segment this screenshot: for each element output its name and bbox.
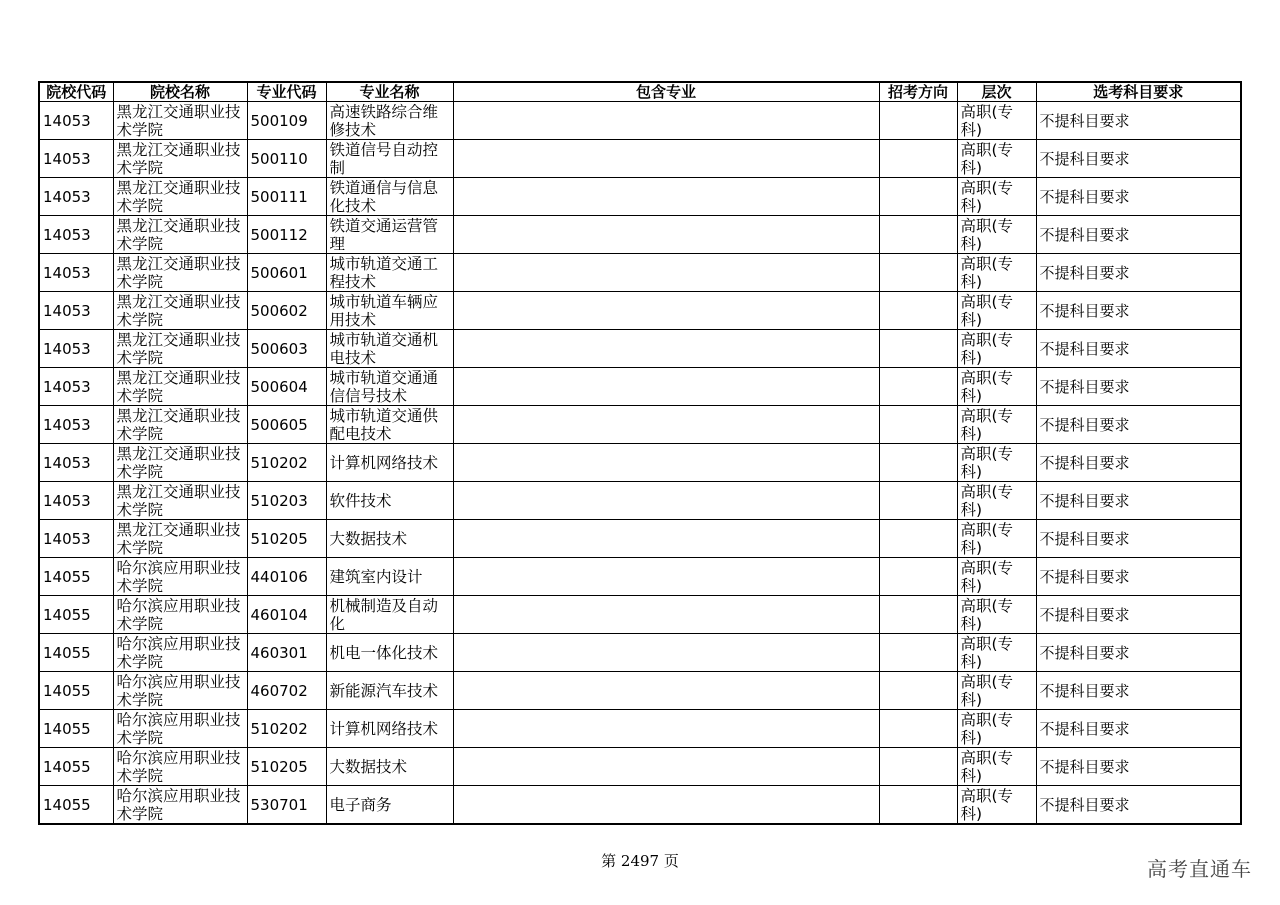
cell-subject-requirement: 不提科目要求 xyxy=(1036,634,1241,672)
table-row xyxy=(39,368,1241,406)
cell-included-majors xyxy=(453,254,879,292)
header-level: 层次 xyxy=(957,82,1036,102)
cell-school-name: 黑龙江交通职业技术学院 xyxy=(113,254,247,292)
table-row xyxy=(39,406,1241,444)
cell-subject-requirement: 不提科目要求 xyxy=(1036,558,1241,596)
cell-direction xyxy=(879,748,957,786)
cell-direction xyxy=(879,634,957,672)
cell-level: 高职(专科) xyxy=(957,786,1036,825)
cell-major-name: 大数据技术 xyxy=(326,520,453,558)
cell-major-code: 440106 xyxy=(247,558,326,596)
cell-major-name: 机械制造及自动化 xyxy=(326,596,453,634)
cell-subject-requirement: 不提科目要求 xyxy=(1036,368,1241,406)
cell-direction xyxy=(879,178,957,216)
table-row xyxy=(39,140,1241,178)
cell-subject-requirement: 不提科目要求 xyxy=(1036,748,1241,786)
cell-school-code: 14055 xyxy=(39,672,113,710)
cell-school-code: 14055 xyxy=(39,558,113,596)
cell-school-code: 14053 xyxy=(39,444,113,482)
cell-included-majors xyxy=(453,710,879,748)
cell-subject-requirement: 不提科目要求 xyxy=(1036,482,1241,520)
cell-major-code: 510205 xyxy=(247,748,326,786)
cell-included-majors xyxy=(453,292,879,330)
page-number: 第 2497 页 xyxy=(601,852,679,870)
header-school-name: 院校名称 xyxy=(113,82,247,102)
cell-direction xyxy=(879,710,957,748)
header-direction: 招考方向 xyxy=(879,82,957,102)
cell-major-code: 500605 xyxy=(247,406,326,444)
cell-major-code: 510202 xyxy=(247,710,326,748)
cell-level: 高职(专科) xyxy=(957,748,1036,786)
cell-included-majors xyxy=(453,634,879,672)
cell-level: 高职(专科) xyxy=(957,596,1036,634)
header-major-name: 专业名称 xyxy=(326,82,453,102)
cell-school-name: 黑龙江交通职业技术学院 xyxy=(113,140,247,178)
cell-included-majors xyxy=(453,368,879,406)
cell-subject-requirement: 不提科目要求 xyxy=(1036,254,1241,292)
table-row xyxy=(39,330,1241,368)
table-row xyxy=(39,292,1241,330)
cell-school-code: 14053 xyxy=(39,520,113,558)
cell-direction xyxy=(879,558,957,596)
cell-school-name: 哈尔滨应用职业技术学院 xyxy=(113,710,247,748)
cell-direction xyxy=(879,672,957,710)
cell-direction xyxy=(879,406,957,444)
cell-subject-requirement: 不提科目要求 xyxy=(1036,102,1241,140)
table-row xyxy=(39,710,1241,748)
cell-school-name: 黑龙江交通职业技术学院 xyxy=(113,216,247,254)
cell-subject-requirement: 不提科目要求 xyxy=(1036,330,1241,368)
cell-direction xyxy=(879,786,957,825)
cell-included-majors xyxy=(453,216,879,254)
cell-subject-requirement: 不提科目要求 xyxy=(1036,406,1241,444)
cell-major-code: 460301 xyxy=(247,634,326,672)
cell-included-majors xyxy=(453,444,879,482)
cell-school-code: 14053 xyxy=(39,330,113,368)
cell-subject-requirement: 不提科目要求 xyxy=(1036,444,1241,482)
cell-direction xyxy=(879,140,957,178)
header-included-majors: 包含专业 xyxy=(453,82,879,102)
cell-included-majors xyxy=(453,786,879,825)
cell-school-code: 14055 xyxy=(39,634,113,672)
cell-major-code: 530701 xyxy=(247,786,326,825)
cell-school-code: 14055 xyxy=(39,748,113,786)
cell-school-name: 哈尔滨应用职业技术学院 xyxy=(113,748,247,786)
cell-major-code: 500603 xyxy=(247,330,326,368)
cell-major-code: 510202 xyxy=(247,444,326,482)
cell-major-code: 500601 xyxy=(247,254,326,292)
cell-major-name: 铁道通信与信息化技术 xyxy=(326,178,453,216)
cell-major-name: 机电一体化技术 xyxy=(326,634,453,672)
cell-subject-requirement: 不提科目要求 xyxy=(1036,216,1241,254)
cell-direction xyxy=(879,444,957,482)
cell-level: 高职(专科) xyxy=(957,102,1036,140)
cell-included-majors xyxy=(453,330,879,368)
cell-school-name: 黑龙江交通职业技术学院 xyxy=(113,368,247,406)
cell-subject-requirement: 不提科目要求 xyxy=(1036,178,1241,216)
cell-included-majors xyxy=(453,596,879,634)
cell-school-code: 14055 xyxy=(39,786,113,825)
cell-direction xyxy=(879,102,957,140)
cell-school-name: 黑龙江交通职业技术学院 xyxy=(113,482,247,520)
cell-major-name: 高速铁路综合维修技术 xyxy=(326,102,453,140)
table-row xyxy=(39,254,1241,292)
cell-level: 高职(专科) xyxy=(957,292,1036,330)
cell-major-name: 城市轨道交通机电技术 xyxy=(326,330,453,368)
cell-major-code: 510203 xyxy=(247,482,326,520)
cell-level: 高职(专科) xyxy=(957,634,1036,672)
cell-school-code: 14053 xyxy=(39,178,113,216)
cell-included-majors xyxy=(453,520,879,558)
cell-major-name: 计算机网络技术 xyxy=(326,444,453,482)
cell-major-code: 460104 xyxy=(247,596,326,634)
cell-school-code: 14053 xyxy=(39,102,113,140)
header-school-code: 院校代码 xyxy=(39,82,113,102)
cell-level: 高职(专科) xyxy=(957,482,1036,520)
cell-school-name: 黑龙江交通职业技术学院 xyxy=(113,292,247,330)
cell-school-code: 14053 xyxy=(39,216,113,254)
cell-direction xyxy=(879,254,957,292)
table-row xyxy=(39,786,1241,825)
cell-level: 高职(专科) xyxy=(957,216,1036,254)
header-subject-requirement: 选考科目要求 xyxy=(1036,82,1241,102)
cell-major-code: 500111 xyxy=(247,178,326,216)
cell-included-majors xyxy=(453,672,879,710)
cell-direction xyxy=(879,520,957,558)
table-row xyxy=(39,672,1241,710)
cell-school-code: 14055 xyxy=(39,596,113,634)
cell-school-code: 14053 xyxy=(39,254,113,292)
cell-major-name: 城市轨道交通供配电技术 xyxy=(326,406,453,444)
cell-major-code: 460702 xyxy=(247,672,326,710)
table-row xyxy=(39,178,1241,216)
cell-level: 高职(专科) xyxy=(957,444,1036,482)
cell-included-majors xyxy=(453,406,879,444)
cell-major-code: 500110 xyxy=(247,140,326,178)
cell-major-name: 城市轨道车辆应用技术 xyxy=(326,292,453,330)
cell-school-code: 14055 xyxy=(39,710,113,748)
cell-level: 高职(专科) xyxy=(957,558,1036,596)
table-row xyxy=(39,102,1241,140)
cell-major-code: 500112 xyxy=(247,216,326,254)
cell-level: 高职(专科) xyxy=(957,140,1036,178)
cell-subject-requirement: 不提科目要求 xyxy=(1036,140,1241,178)
cell-subject-requirement: 不提科目要求 xyxy=(1036,292,1241,330)
cell-school-code: 14053 xyxy=(39,368,113,406)
cell-school-code: 14053 xyxy=(39,406,113,444)
cell-direction xyxy=(879,292,957,330)
table-header-row xyxy=(39,82,1241,102)
header-major-code: 专业代码 xyxy=(247,82,326,102)
cell-school-name: 黑龙江交通职业技术学院 xyxy=(113,178,247,216)
cell-school-name: 哈尔滨应用职业技术学院 xyxy=(113,596,247,634)
cell-included-majors xyxy=(453,482,879,520)
cell-school-name: 黑龙江交通职业技术学院 xyxy=(113,102,247,140)
cell-direction xyxy=(879,330,957,368)
cell-major-name: 铁道交通运营管理 xyxy=(326,216,453,254)
cell-major-code: 500109 xyxy=(247,102,326,140)
cell-major-name: 建筑室内设计 xyxy=(326,558,453,596)
cell-included-majors xyxy=(453,178,879,216)
table-row xyxy=(39,482,1241,520)
table-row xyxy=(39,634,1241,672)
cell-school-name: 哈尔滨应用职业技术学院 xyxy=(113,672,247,710)
cell-subject-requirement: 不提科目要求 xyxy=(1036,596,1241,634)
cell-direction xyxy=(879,216,957,254)
table-row xyxy=(39,520,1241,558)
cell-direction xyxy=(879,482,957,520)
cell-major-code: 510205 xyxy=(247,520,326,558)
cell-school-code: 14053 xyxy=(39,140,113,178)
cell-level: 高职(专科) xyxy=(957,178,1036,216)
cell-school-name: 黑龙江交通职业技术学院 xyxy=(113,520,247,558)
cell-major-name: 新能源汽车技术 xyxy=(326,672,453,710)
table-row xyxy=(39,444,1241,482)
cell-included-majors xyxy=(453,748,879,786)
table-row xyxy=(39,748,1241,786)
cell-school-name: 哈尔滨应用职业技术学院 xyxy=(113,786,247,825)
cell-level: 高职(专科) xyxy=(957,406,1036,444)
cell-subject-requirement: 不提科目要求 xyxy=(1036,672,1241,710)
cell-school-code: 14053 xyxy=(39,482,113,520)
cell-included-majors xyxy=(453,558,879,596)
table-row xyxy=(39,596,1241,634)
watermark: 高考直通车 xyxy=(1147,857,1252,881)
cell-level: 高职(专科) xyxy=(957,330,1036,368)
cell-major-name: 铁道信号自动控制 xyxy=(326,140,453,178)
cell-subject-requirement: 不提科目要求 xyxy=(1036,520,1241,558)
cell-school-code: 14053 xyxy=(39,292,113,330)
cell-major-code: 500602 xyxy=(247,292,326,330)
cell-included-majors xyxy=(453,102,879,140)
cell-direction xyxy=(879,368,957,406)
cell-school-name: 哈尔滨应用职业技术学院 xyxy=(113,558,247,596)
cell-major-name: 大数据技术 xyxy=(326,748,453,786)
cell-major-code: 500604 xyxy=(247,368,326,406)
cell-school-name: 黑龙江交通职业技术学院 xyxy=(113,406,247,444)
cell-school-name: 黑龙江交通职业技术学院 xyxy=(113,330,247,368)
cell-direction xyxy=(879,596,957,634)
cell-major-name: 城市轨道交通通信信号技术 xyxy=(326,368,453,406)
cell-level: 高职(专科) xyxy=(957,254,1036,292)
cell-level: 高职(专科) xyxy=(957,520,1036,558)
cell-level: 高职(专科) xyxy=(957,710,1036,748)
cell-major-name: 城市轨道交通工程技术 xyxy=(326,254,453,292)
cell-subject-requirement: 不提科目要求 xyxy=(1036,786,1241,825)
cell-major-name: 电子商务 xyxy=(326,786,453,825)
cell-subject-requirement: 不提科目要求 xyxy=(1036,710,1241,748)
cell-included-majors xyxy=(453,140,879,178)
table-row xyxy=(39,558,1241,596)
cell-school-name: 黑龙江交通职业技术学院 xyxy=(113,444,247,482)
cell-school-name: 哈尔滨应用职业技术学院 xyxy=(113,634,247,672)
cell-major-name: 计算机网络技术 xyxy=(326,710,453,748)
cell-level: 高职(专科) xyxy=(957,368,1036,406)
admissions-table xyxy=(38,81,1242,825)
cell-level: 高职(专科) xyxy=(957,672,1036,710)
table-row xyxy=(39,216,1241,254)
cell-major-name: 软件技术 xyxy=(326,482,453,520)
